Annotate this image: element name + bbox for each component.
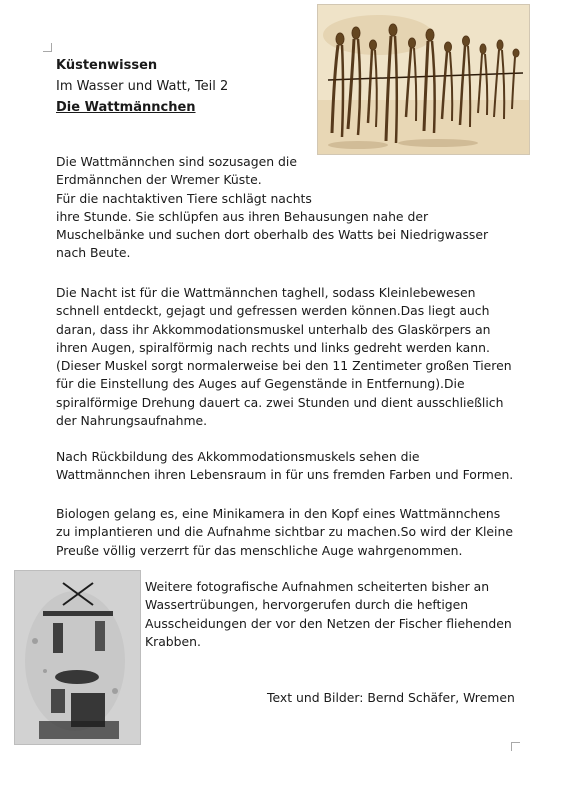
text-line: (Dieser Muskel sorgt normalerweise bei den 11 Zentimeter großen Tieren	[56, 358, 512, 374]
text-line: Muschelbänke und suchen dort oberhalb des Watts bei Niedrigwasser	[56, 227, 489, 243]
text-line: nach Beute.	[56, 245, 131, 261]
camera-recording-photo	[14, 570, 141, 745]
camera-recording-image	[15, 571, 140, 744]
paragraph-night	[56, 284, 512, 430]
text-line: ihre Stunde. Sie schlüpfen aus ihren Behausungen nahe der	[56, 208, 429, 224]
text-line: Ausscheidungen der vor den Netzen der Fischer fliehenden	[145, 615, 512, 631]
crop-mark-bottom-right	[511, 742, 520, 751]
series-subtitle: Im Wasser und Watt, Teil 2	[56, 79, 229, 94]
wattmaennchen-painting	[317, 4, 530, 155]
paragraph-intro	[56, 153, 488, 263]
text-line: Die Wattmännchen sind sozusagen die	[56, 154, 297, 169]
text-line: schnell entdeckt, gejagt und gefressen werden können.Das liegt auch	[56, 303, 490, 319]
text-line: Die Nacht ist für die Wattmännchen taghell, sodass Kleinlebewesen	[56, 285, 476, 300]
wattmaennchen-painting-image	[318, 5, 529, 154]
text-line: Krabben.	[145, 633, 201, 649]
text-line: Wattmännchen ihren Lebensraum in für uns fremden Farben und Formen.	[56, 467, 514, 483]
paragraph-colors	[56, 448, 513, 485]
article-header	[56, 55, 228, 118]
paragraph-camera	[56, 505, 513, 560]
text-line: zu implantieren und die Aufnahme sichtbar zu machen.So wird der Kleine	[56, 524, 513, 540]
crop-mark-top-left	[43, 43, 52, 52]
text-line: Erdmännchen der Wremer Küste.	[56, 172, 262, 188]
article-heading: Die Wattmännchen	[56, 100, 196, 115]
section-title: Küstenwissen	[56, 58, 158, 73]
text-line: der Nahrungsaufnahme.	[56, 413, 208, 429]
author-credit: Text und Bilder: Bernd Schäfer, Wremen	[267, 690, 515, 705]
text-line: Biologen gelang es, eine Minikamera in den Kopf eines Wattmännchens	[56, 506, 501, 521]
paragraph-further-recordings	[145, 578, 512, 651]
text-line: Für die nachtaktiven Tiere schlägt nachts	[56, 190, 312, 206]
text-line: Preuße völlig verzerrt für das menschliche Auge wahrgenommen.	[56, 542, 463, 558]
text-line: Nach Rückbildung des Akkommodationsmuskels sehen die	[56, 449, 420, 464]
text-line: daran, dass ihr Akkommodationsmuskel unterhalb des Glaskörpers an	[56, 321, 491, 337]
text-line: Wassertrübungen, hervorgerufen durch die heftigen	[145, 597, 469, 613]
text-line: spiralförmige Drehung dauert ca. zwei Stunden und dient ausschließlich	[56, 394, 504, 410]
text-line: ihren Augen, spiralförmig nach rechts und links gedreht werden kann.	[56, 339, 490, 355]
text-line: Weitere fotografische Aufnahmen scheiterten bisher an	[145, 579, 490, 594]
text-line: für die Einstellung des Auges auf Gegenstände in Entfernung).Die	[56, 376, 465, 392]
